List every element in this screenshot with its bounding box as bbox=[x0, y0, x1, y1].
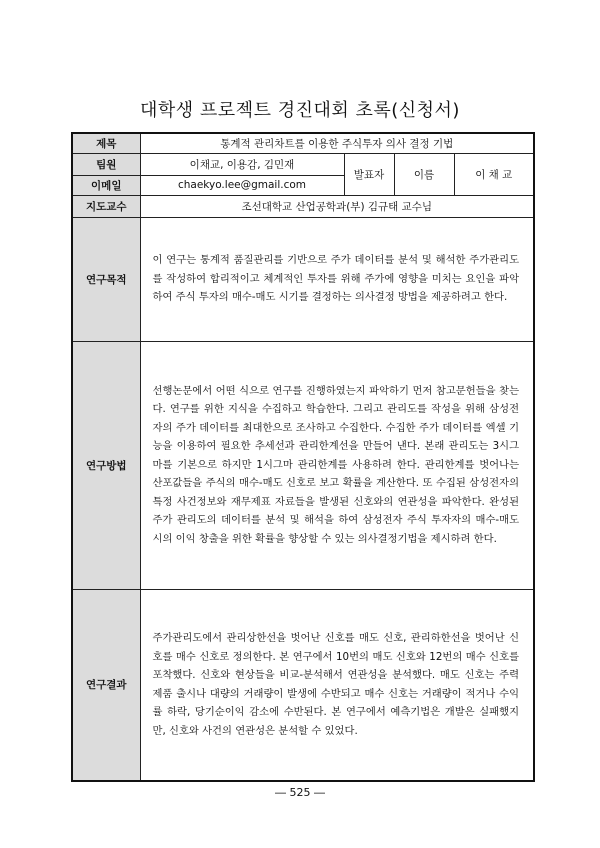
label-purpose: 연구목적 bbox=[72, 217, 140, 341]
label-presenter: 발표자 bbox=[344, 153, 394, 195]
label-team: 팀원 bbox=[72, 153, 140, 175]
abstract-form-table bbox=[71, 132, 535, 782]
label-result: 연구결과 bbox=[72, 589, 140, 781]
row-subject bbox=[72, 133, 534, 153]
document-title: 대학생 프로젝트 경진대회 초록(신청서) bbox=[140, 100, 460, 121]
value-purpose-cell bbox=[140, 217, 534, 341]
value-method-cell bbox=[140, 341, 534, 589]
label-email: 이메일 bbox=[72, 175, 140, 195]
row-team bbox=[72, 153, 534, 175]
value-subject: 통계적 관리차트를 이용한 주식투자 의사 결정 기법 bbox=[140, 133, 534, 153]
label-advisor: 지도교수 bbox=[72, 195, 140, 217]
label-name: 이름 bbox=[394, 153, 454, 195]
label-method: 연구방법 bbox=[72, 341, 140, 589]
row-method bbox=[72, 341, 534, 589]
value-presenter-name: 이 채 교 bbox=[454, 153, 534, 195]
value-team: 이채교, 이용감, 김민재 bbox=[140, 153, 344, 175]
row-advisor bbox=[72, 195, 534, 217]
value-advisor: 조선대학교 산업공학과(부) 김규태 교수님 bbox=[140, 195, 534, 217]
method-text: 선행논문에서 어떤 식으로 연구를 진행하였는지 파악하기 먼저 참고문헌들을 찾는다. 연구를 위한 지식을 수집하고 학습한다. 그리고 관리도를 작성을 위해 삼성전자의 주가 데이터를 최대한으로 조사하고 수집한다. 수집한 주가 데이터를 엑셀 기능을 이용하여 필요한 추세선과 관리한계선을 만들어 낸다. 본래 관리도는 3시그마를 기본으로 하지만 1시그마 관리한계를 사용하려 한다. 관리한계를 벗어나는 산포값들을 주식의 매수-매도 신호로 보고 확률을 계산한다. 또 수집된 삼성전자의 특정 사건정보와 재무제표 자료들을 발생된 신호와의 연관성을 파악한다. 완성된 주가 관리도의 데이터를 분석 및 해석을 하여 삼성전자 주식 투자자의 매수-매도 시의 이익 창출을 위한 확률을 향상할 수 있는 의사결정기법을 제시하려 한다. bbox=[152, 384, 520, 545]
label-subject: 제목 bbox=[72, 133, 140, 153]
value-email: chaekyo.lee@gmail.com bbox=[140, 175, 344, 195]
page-number: ― 525 ― bbox=[275, 786, 325, 799]
row-result bbox=[72, 589, 534, 781]
purpose-text: 이 연구는 통계적 품질관리를 기반으로 주가 데이터를 분석 및 해석한 주가관리도를 작성하여 합리적이고 체계적인 투자를 위해 주가에 영향을 미치는 요인을 파악하여 주식 투자의 매수-매도 시기를 결정하는 의사결정 방법을 제공하려고 한다. bbox=[152, 254, 520, 304]
result-text: 주가관리도에서 관리상한선을 벗어난 신호를 매도 신호, 관리하한선을 벗어난 신호를 매수 신호로 정의한다. 본 연구에서 10번의 매도 신호와 12번의 매수 신호를 포착했다. 신호와 현상들을 비교-분석해서 연관성을 분석했다. 매도 신호는 주력 제품 출시나 대량의 거래량이 발생에 수반되고 매수 신호는 거래량이 적거나 수익률 하락, 당기순이익 감소에 수반된다. 본 연구에서 예측기법은 개발은 실패했지만, 신호와 사건의 연관성은 분석할 수 있었다. bbox=[152, 632, 520, 737]
value-result-cell bbox=[140, 589, 534, 781]
row-purpose bbox=[72, 217, 534, 341]
